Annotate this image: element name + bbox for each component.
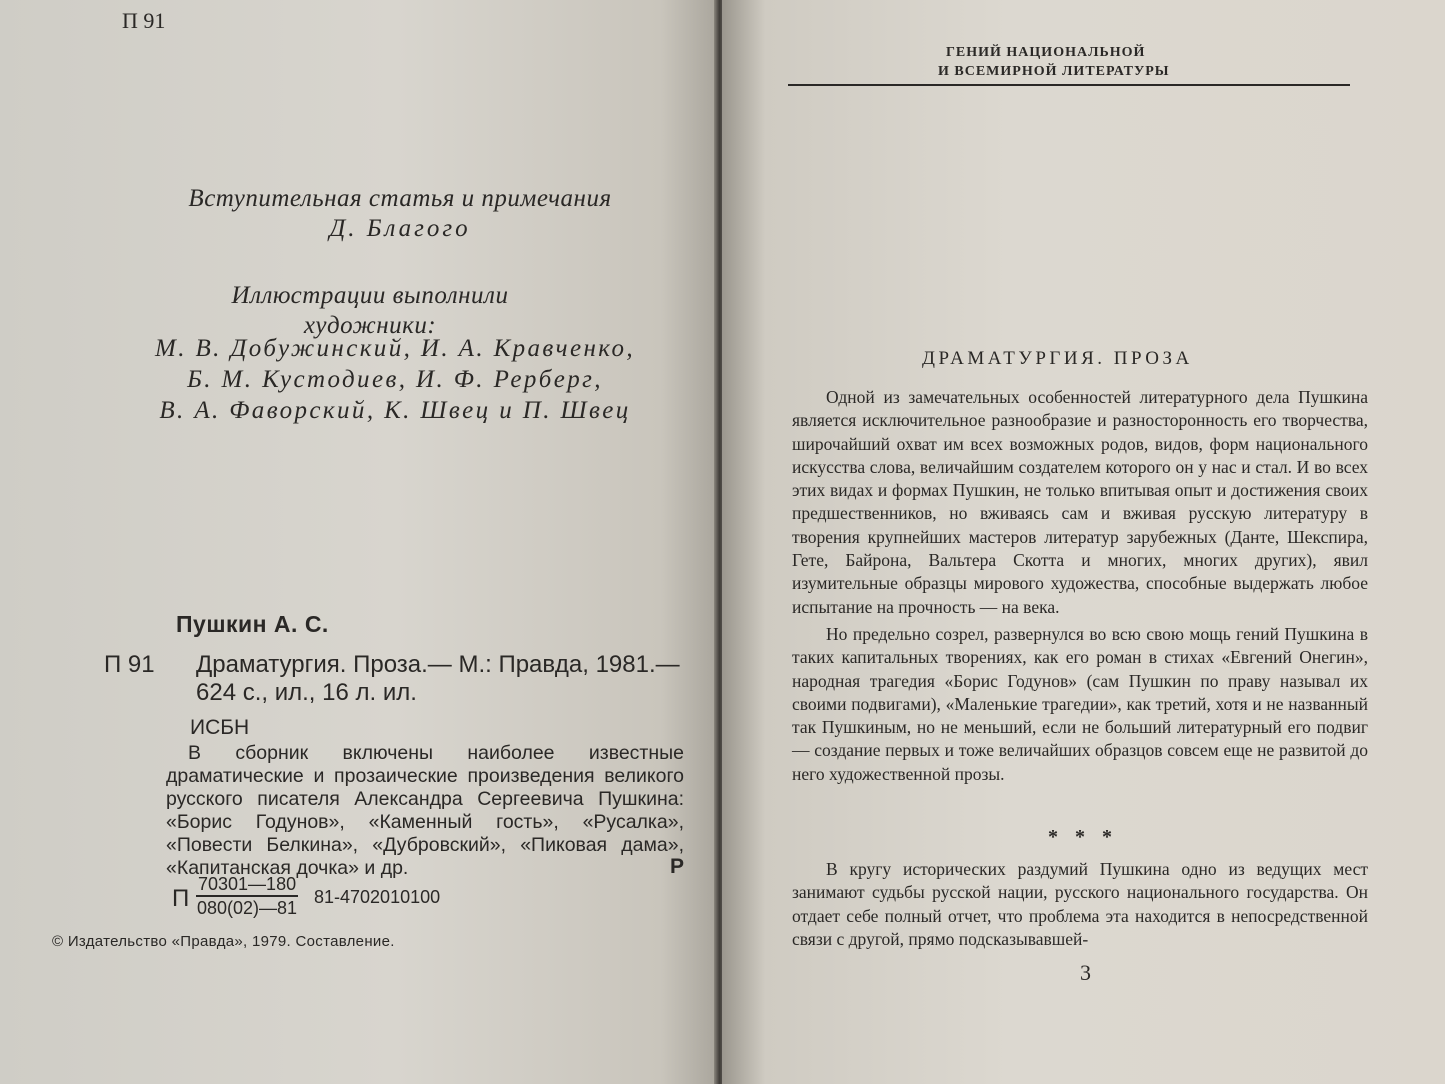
paragraph-3: В кругу исторических раздумий Пушкина одно из ведущих мест занимают судьбы русской нации, русского национального государства. Он отдает себе полный отчет, что проблема эта находится в непосредственной связи с другой, прямо подсказывавшей- <box>792 859 1368 949</box>
copyright-line: © Издательство «Правда», 1979. Составление. <box>52 933 395 950</box>
bibliography-line-1: Драматургия. Проза.— М.: Правда, 1981.— <box>196 651 680 678</box>
paragraph-2: Но предельно созрел, развернулся во всю свою мощь гений Пушкина в таких капитальных творениях, как его роман в стихах «Евгений Онегин», народная трагедия «Борис Годунов» (сам Пушкин по праву называл их своими подвигами), «Маленькие трагедии», как третий, хотя и не названный так Пушкиным, но не меньший, если не больший литературный его подвиг — создание первых и тоже величайших образцов совсем еще не развитой до него художественной прозы. <box>792 623 1368 784</box>
artists-list <box>0 333 718 426</box>
catalog-code: П 91 <box>104 651 155 678</box>
running-header <box>938 43 1170 81</box>
bibliography <box>196 651 680 707</box>
classification-letter: Р <box>670 855 685 878</box>
page-signature: П 91 <box>122 8 166 33</box>
index-fraction <box>196 873 298 919</box>
intro-line-2: Д. Благого <box>329 215 471 242</box>
isbn-label: ИСБН <box>190 716 250 739</box>
index-numerator: 70301—180 <box>196 873 298 897</box>
section-title: ДРАМАТУРГИЯ. ПРОЗА <box>922 348 1193 369</box>
running-header-line-2: И ВСЕМИРНОЙ ЛИТЕРАТУРЫ <box>938 64 1170 79</box>
index-denominator: 080(02)—81 <box>197 898 298 918</box>
body-text <box>792 386 1368 786</box>
left-page <box>0 0 718 1084</box>
index-tail: 81-4702010100 <box>314 887 441 907</box>
page-number: 3 <box>1080 960 1091 985</box>
author-name: Пушкин А. С. <box>176 611 329 637</box>
section-separator: * * * <box>1048 826 1118 848</box>
intro-line-1: Вступительная статья и примечания <box>188 185 612 212</box>
annotation <box>166 742 684 880</box>
annotation-text: В сборник включены наиболее известные драматические и прозаические произведения великого русского писателя Александра Сергеевича Пушкина: «Борис Годунов», «Каменный гость», «Русалка», «Повести Белкина», «Дубровский», «Пиковая дама», «Капитанская дочка» и др. <box>166 742 684 879</box>
right-page <box>722 0 1445 1084</box>
bibliography-line-2: 624 с., ил., 16 л. ил. <box>196 679 417 706</box>
running-header-line-1: ГЕНИЙ НАЦИОНАЛЬНОЙ <box>946 45 1146 60</box>
illustrations-line-1: Иллюстрации выполнили <box>231 282 509 309</box>
illustrations-line-2: художники: <box>303 312 437 339</box>
body-text-continued <box>792 858 1368 951</box>
artists-line-1: М. В. Добужинский, И. А. Кравченко, <box>154 335 636 362</box>
illustrations-credit <box>0 281 718 341</box>
index-prefix: П <box>172 885 190 912</box>
paragraph-1: Одной из замечательных особенностей литературного дела Пушкина является исключительное разнообразие и разносторонность его творчества, широчайший охват им всех возможных родов, видов, форм национального искусства слова, величайшим создателем которого он у нас и стал. И во всех этих видах и формах Пушкин, не только впитывая опыт и достижения своих предшественников, но вживаясь сам и вживая русскую литературу в творения крупнейших мастеров литератур зарубежных (Данте, Шекспира, Гете, Байрона, Вальтера Скотта и многих, многих других), явил изумительные образцы мирового художества, способные выдержать любое испытание на прочность — на века. <box>792 387 1368 617</box>
intro-credit <box>0 184 718 244</box>
artists-line-2: Б. М. Кустодиев, И. Ф. Рерберг, <box>187 366 603 393</box>
artists-line-3: В. А. Фаворский, К. Швец и П. Швец <box>159 397 631 424</box>
header-rule <box>788 84 1350 86</box>
